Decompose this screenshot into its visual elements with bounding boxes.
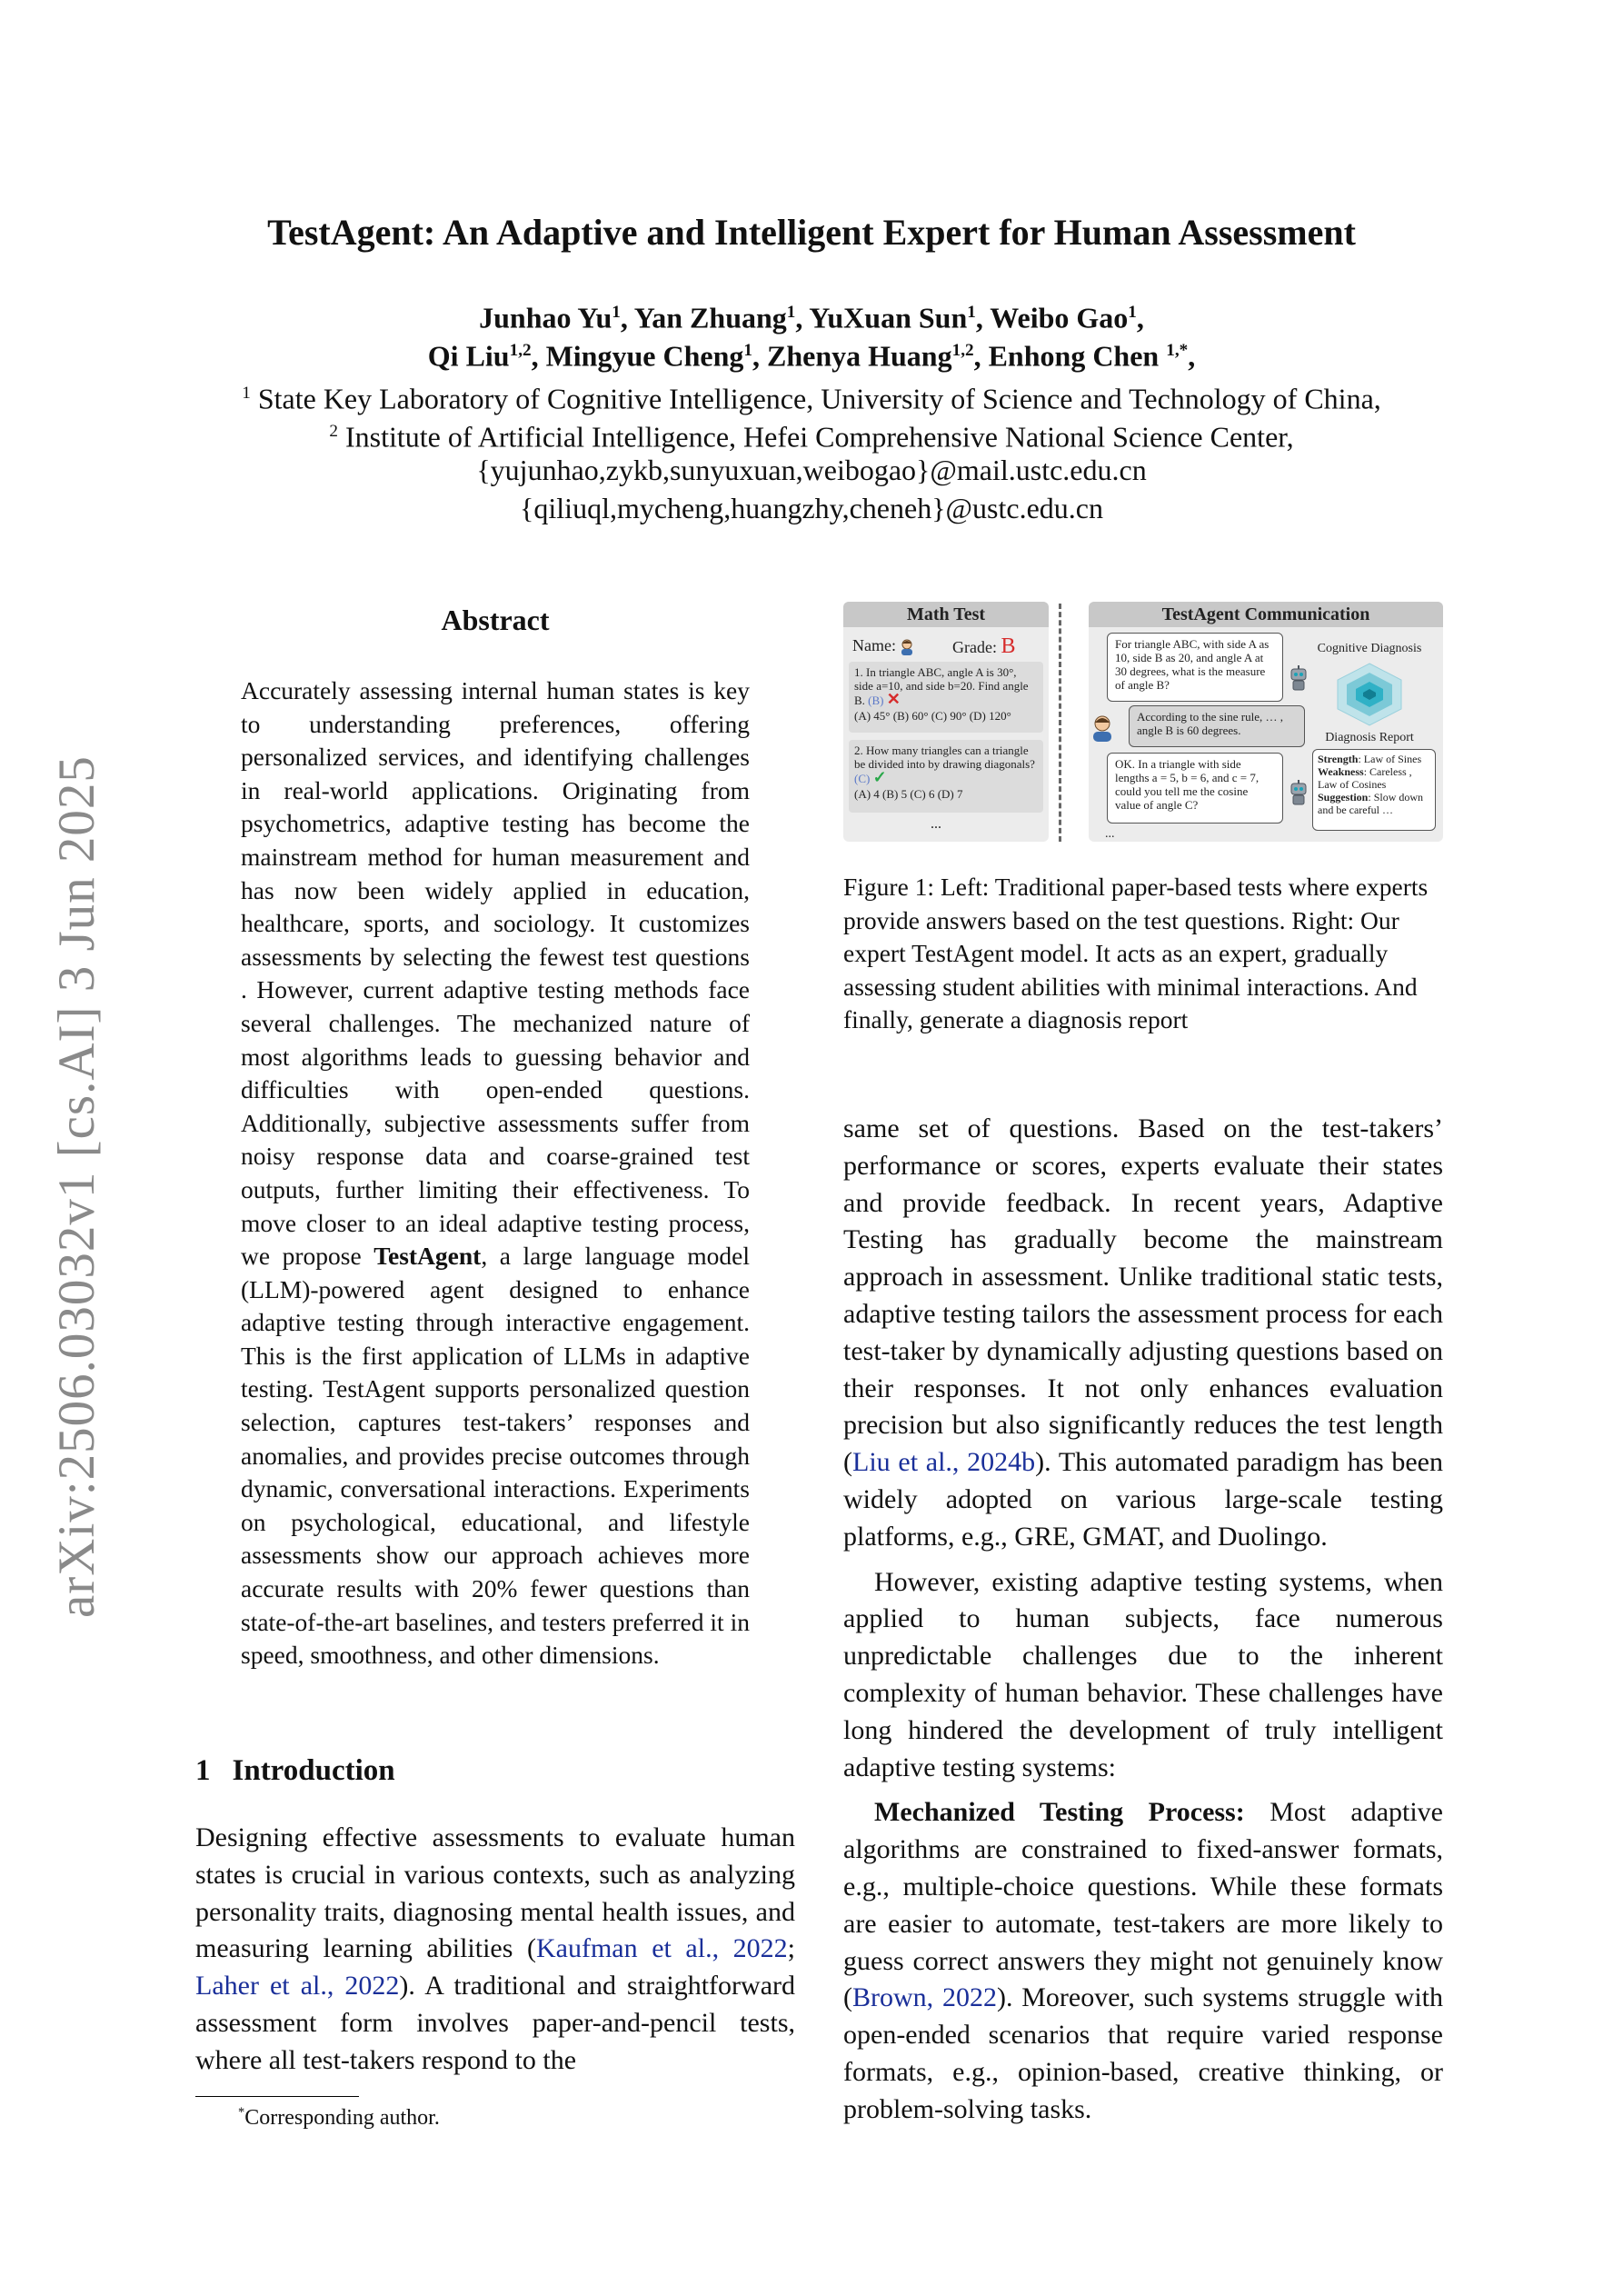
author-sup: 1: [786, 303, 796, 322]
affiliation-1: $^1$ State Key Laboratory of Cognitive Intelligence, University of Science and Technology of China,: [242, 382, 1381, 415]
body-text: Designing effective assessments to evaluate human states is crucial in various contexts, such as analyzing personality traits, diagnosing mental health issues, and measuring learning abilities (: [195, 1822, 795, 1964]
agent-followup-bubble: OK. In a triangle with side lengths a = 5, b = 6, and c = 7, could you tell me the cosine value of angle C?: [1107, 753, 1283, 824]
affiliation-text: Institute of Artificial Intelligence, Hefei Comprehensive National Science Center,: [344, 420, 1294, 454]
suggestion-value: : Slow down and be careful …: [1318, 791, 1424, 816]
footnote-text: Corresponding author.: [244, 2106, 440, 2130]
strength-value: : Law of Sines: [1358, 753, 1422, 765]
body-text: ). A traditional and straightforward assessment form involves paper-and-pencil tests, where all test-takers respond to the: [195, 1971, 795, 2075]
author-sup: 1: [1128, 303, 1137, 322]
right-column: [843, 1111, 1443, 2137]
author-sup: 1,*: [1166, 341, 1189, 360]
grade-row: [952, 634, 1016, 659]
student-answer-bubble: According to the sine rule, … , angle B is 60 degrees.: [1129, 705, 1305, 747]
figure-caption: Figure 1: Left: Traditional paper-based tests where experts provide answers based on the test questions. Right: Our expert TestAgent model. It acts as an expert, gradually assessing student abilities with minimal interactions. And finally, generate a diagnosis report: [843, 873, 1429, 1034]
weakness-label: Weakness: [1318, 765, 1364, 778]
affiliation-2: $^2$ Institute of Artificial Intelligence, Hefei Comprehensive National Science Center,: [329, 420, 1294, 454]
author: Mingyue Cheng: [545, 339, 744, 373]
section-title: Introduction: [232, 1754, 395, 1787]
grade-label: Grade:: [952, 638, 997, 656]
body-text: ;: [787, 1933, 795, 1964]
abstract-text: , a large language model (LLM)-powered agent designed to enhance adaptive testing through interactive engagement. This is the first application of LLMs in adaptive testing. TestAgent supports personalized question selection, captures test-takers’ responses and anomalies, and provides precise outcomes through dynamic, conversational interactions. Experiments on psychological, educational, and lifestyle assessments show our approach achieves more accurate results with 20% fewer questions than state-of-the-art baselines, and testers preferred it in speed, smoothness, and other dimensions.: [241, 1242, 750, 1670]
strength-label: Strength: [1318, 753, 1359, 765]
question-2-answer: (C): [854, 772, 871, 785]
weakness-value: : Careless , Law of Cosines: [1318, 765, 1412, 791]
diagnosis-report-label: Diagnosis Report: [1325, 731, 1414, 744]
student-icon: [900, 639, 914, 655]
question-1-answer: (B): [868, 694, 884, 707]
author: Junhao Yu: [479, 301, 612, 334]
body-text: ). Moreover, such systems struggle with open-ended scenarios that require varied response formats, e.g., opinion-based, creative thinking, or problem-solving tasks.: [843, 1982, 1444, 2124]
paper-title: TestAgent: An Adaptive and Intelligent Expert for Human Assessment: [267, 212, 1356, 253]
name-label: Name:: [852, 636, 896, 654]
authors-line-2: Qi Liu$^{1,2}$, Mingyue Cheng$^1$, Zhenya Huang$^{1,2}$, Enhong Chen $^{1,*}$,: [427, 339, 1196, 373]
cognitive-diagnosis-label: Cognitive Diagnosis: [1317, 642, 1422, 655]
paragraph: However, existing adaptive testing systems, when applied to human subjects, face numerous unpredictable challenges due to the inherent complexity of human behavior. These challenges have long hindered the development of truly intelligent adaptive testing systems:: [843, 1566, 1443, 1782]
author: Enhong Chen: [988, 339, 1160, 373]
author: YuXuan Sun: [809, 301, 968, 334]
grade-value: B: [1001, 634, 1016, 658]
suggestion-label: Suggestion: [1318, 791, 1369, 804]
email-line-2: {qiliuql,mycheng,huangzhy,cheneh}@ustc.edu.cn: [520, 492, 1103, 524]
section-heading: [195, 1754, 395, 1788]
diagnosis-report-box: [1312, 749, 1436, 831]
arxiv-watermark: arXiv:2506.03032v1 [cs.AI] 3 Jun 2025: [48, 755, 105, 1618]
abstract-text: Accurately assessing internal human states is key to understanding preferences, offering personalized services, and identifying challenges in real-world applications. Originating from psychometrics, adaptive testing has become the mainstream method for human measurement and has now been widely applied in education, healthcare, sports, and sociology. It customizes assessments by selecting the fewest test questions . However, current adaptive testing methods face several challenges. The mechanized nature of most algorithms leads to guessing behavior and difficulties with open-ended questions. Additionally, subjective assessments suffer from noisy response data and coarse-grained test outputs, further limiting their effectiveness. To move closer to an ideal adaptive testing process, we propose: [241, 676, 750, 1271]
name-row: [852, 636, 914, 655]
abstract-heading: Abstract: [441, 604, 550, 636]
robot-icon: [1287, 665, 1310, 693]
paragraph: [843, 1794, 1443, 2128]
question-2: [849, 740, 1043, 813]
correct-mark-icon: ✓: [872, 768, 887, 786]
body-text: same set of questions. Based on the test-takers’ performance or scores, experts evaluate their states and provide feedback. In recent years, Adaptive Testing has gradually become the mainstream approach in assessment. Unlike traditional static tests, adaptive testing tailors the assessment process for each test-taker by dynamically adjusting questions based on their responses. It not only enhances evaluation precision but also significantly reduces the test length (: [843, 1113, 1443, 1478]
author: Zhenya Huang: [766, 339, 952, 373]
author: Weibo Gao: [990, 301, 1129, 334]
footnote: [238, 2105, 440, 2131]
body-text: Most adaptive algorithms are constrained to fixed-answer formats, e.g., multiple-choice questions. While these formats are easier to automate, test-takers are more likely to guess correct answers they might not genuinely know (: [843, 1797, 1443, 2013]
agent-question-bubble: For triangle ABC, with side A as 10, side B as 20, and angle A at 30 degrees, what is the measure of angle B?: [1107, 633, 1283, 702]
ellipsis: ...: [1105, 827, 1115, 841]
section-number: 1: [195, 1754, 211, 1787]
paragraph: [843, 1111, 1443, 1556]
testagent-panel: [1089, 602, 1443, 842]
figure-1: [843, 602, 1443, 847]
question-1: [849, 662, 1043, 733]
body-text: ). This automated paradigm has been widely adopted on various large-scale testing platforms, e.g., GRE, GMAT, and Duolingo.: [843, 1447, 1443, 1552]
paragraph-lead: Mechanized Testing Process:: [874, 1797, 1245, 1828]
footnote-mark: *: [238, 2105, 245, 2120]
author-sup: 1: [743, 341, 752, 360]
author-sup: 1,2: [951, 341, 974, 360]
figure-divider: [1059, 604, 1061, 842]
citation-link[interactable]: Laher et al., 2022: [195, 1971, 400, 2002]
question-2-text: 2. How many triangles can a triangle be divided into by drawing diagonals?: [854, 744, 1035, 771]
footnote-rule: [195, 2096, 359, 2097]
author-sup: 1: [612, 303, 621, 322]
email-line-1: {yujunhao,zykb,sunyuxuan,weibogao}@mail.ustc.edu.cn: [476, 454, 1147, 486]
question-1-text: 1. In triangle ABC, angle A is 30°, side a=10, and side b=20. Find angle B.: [854, 665, 1029, 707]
intro-paragraph: [195, 1820, 795, 2080]
robot-icon: [1287, 780, 1310, 807]
author-sup: 1,2: [509, 341, 532, 360]
abstract-body: [241, 674, 750, 1672]
radar-chart-icon: [1330, 660, 1409, 729]
authors-line-1: Junhao Yu$^1$, Yan Zhuang$^1$, YuXuan Sun$^1$, Weibo Gao$^1$,: [479, 301, 1144, 334]
abstract-bold: TestAgent: [373, 1242, 482, 1271]
affiliation-text: State Key Laboratory of Cognitive Intelligence, University of Science and Technology of China,: [257, 382, 1381, 415]
author-sup: 1: [967, 303, 976, 322]
question-2-options: (A) 4 (B) 5 (C) 6 (D) 7: [854, 787, 963, 801]
author: Qi Liu: [427, 339, 510, 373]
student-icon: [1090, 714, 1114, 742]
citation-link[interactable]: Brown, 2022: [852, 1982, 997, 2013]
testagent-title: TestAgent Communication: [1089, 602, 1443, 627]
wrong-mark-icon: ✕: [886, 690, 901, 708]
ellipsis: ...: [931, 816, 941, 832]
math-test-title: Math Test: [843, 602, 1049, 627]
citation-link[interactable]: Liu et al., 2024b: [852, 1447, 1036, 1478]
citation-link[interactable]: Kaufman et al., 2022: [535, 1933, 788, 1964]
author: Yan Zhuang: [633, 301, 787, 334]
math-test-panel: [843, 602, 1049, 842]
question-1-options: (A) 45° (B) 60° (C) 90° (D) 120°: [854, 709, 1011, 723]
